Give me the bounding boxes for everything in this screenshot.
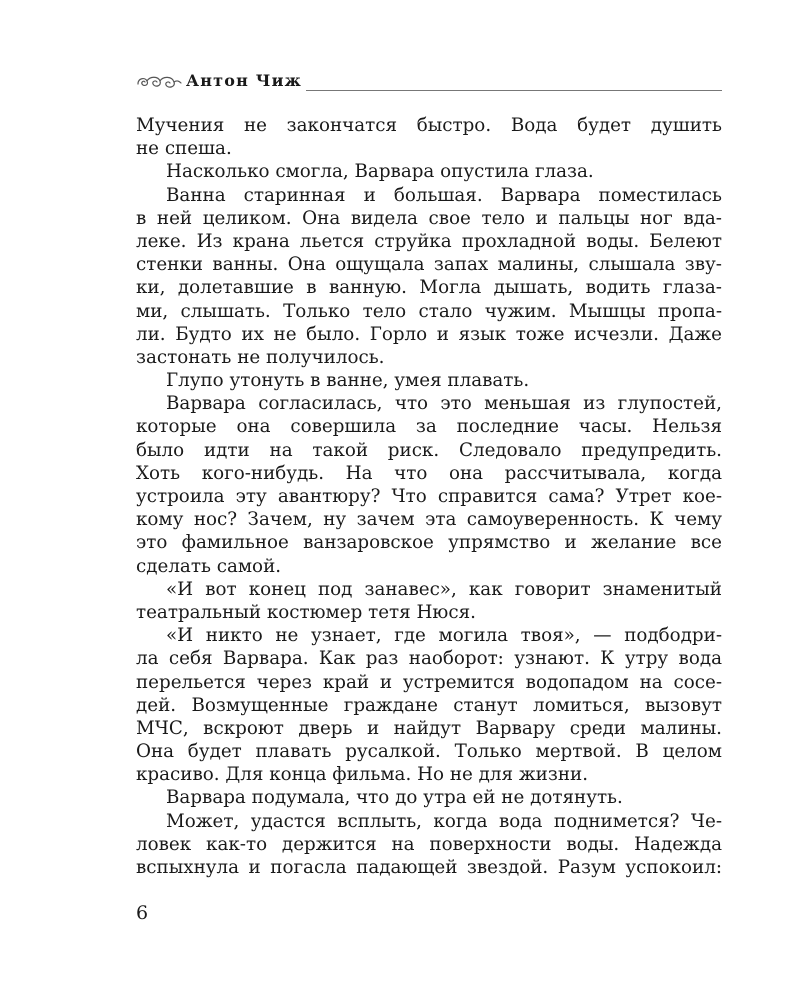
text-line: ки, долетавшие в ванную. Могла дышать, водить глаза-	[136, 277, 722, 299]
text-line: перельется через край и устремится водопадом на сосе-	[136, 671, 722, 693]
text-line: кому нос? Зачем, ну зачем эта самоуверенность. К чему	[136, 509, 722, 531]
text-line: ли. Будто их не было. Горло и язык тоже исчезли. Даже	[136, 323, 722, 345]
text-line: «И вот конец под занавес», как говорит знаменитый	[166, 578, 722, 600]
running-header	[136, 66, 722, 96]
text-line: устроила эту авантюру? Что справится сама? Утрет кое-	[136, 486, 722, 507]
text-line: ловек как-то держится на поверхности воды. Надежда	[136, 833, 722, 855]
page-number: 6	[136, 902, 149, 924]
text-line: вспыхнула и погасла падающей звездой. Разум успокоил:	[136, 857, 722, 878]
text-line: Ванна старинная и большая. Варвара поместилась	[166, 184, 722, 206]
text-line: это фамильное ванзаровское упрямство и желание все	[136, 532, 722, 554]
text-line: в ней целиком. Она видела свое тело и пальцы ног вда-	[136, 207, 722, 229]
text-line: не спеша.	[136, 138, 232, 160]
text-line: Варвара согласилась, что это меньшая из глупостей,	[166, 393, 722, 415]
text-line: Может, удастся всплыть, когда вода поднимется? Че-	[166, 810, 722, 832]
text-line: Мучения не закончатся быстро. Вода будет душить	[136, 115, 722, 136]
text-line: застонать не получилось.	[136, 346, 385, 368]
text-line: МЧС, вскроют дверь и найдут Варвару среди малины.	[136, 717, 722, 739]
text-line: которые она совершила за последние часы. Нельзя	[136, 416, 722, 438]
text-line: было идти на такой риск. Следовало предупредить.	[136, 439, 722, 461]
text-line: леке. Из крана льется струйка прохладной воды. Белеют	[136, 230, 722, 252]
text-line: ми, слышать. Только тело стало чужим. Мышцы пропа-	[136, 300, 722, 322]
body-text	[136, 114, 722, 879]
running-header-author: Антон Чиж	[186, 71, 303, 90]
text-line: Варвара подумала, что до утра ей не дотянуть.	[166, 787, 623, 809]
text-line: Хоть кого-нибудь. На что она рассчитывала, когда	[136, 462, 722, 484]
text-line: «И никто не узнает, где могила твоя», — подбодри-	[166, 625, 722, 647]
text-line: сделать самой.	[136, 555, 282, 577]
text-line: Она будет плавать русалкой. Только мертвой. В целом	[136, 741, 722, 763]
text-line: стенки ванны. Она ощущала запах малины, слышала зву-	[136, 254, 722, 276]
text-line: театральный костюмер тетя Нюся.	[136, 601, 476, 623]
text-line: ла себя Варвара. Как раз наоборот: узнают. К утру вода	[136, 648, 722, 670]
flourish-ornament-icon	[136, 72, 182, 92]
header-rule	[306, 90, 722, 91]
text-line: красиво. Для конца фильма. Но не для жизни.	[136, 764, 589, 786]
text-line: дей. Возмущенные граждане станут ломиться, вызовут	[136, 694, 722, 716]
text-line: Глупо утонуть в ванне, умея плавать.	[166, 370, 530, 392]
text-line: Насколько смогла, Варвара опустила глаза.	[166, 161, 594, 183]
